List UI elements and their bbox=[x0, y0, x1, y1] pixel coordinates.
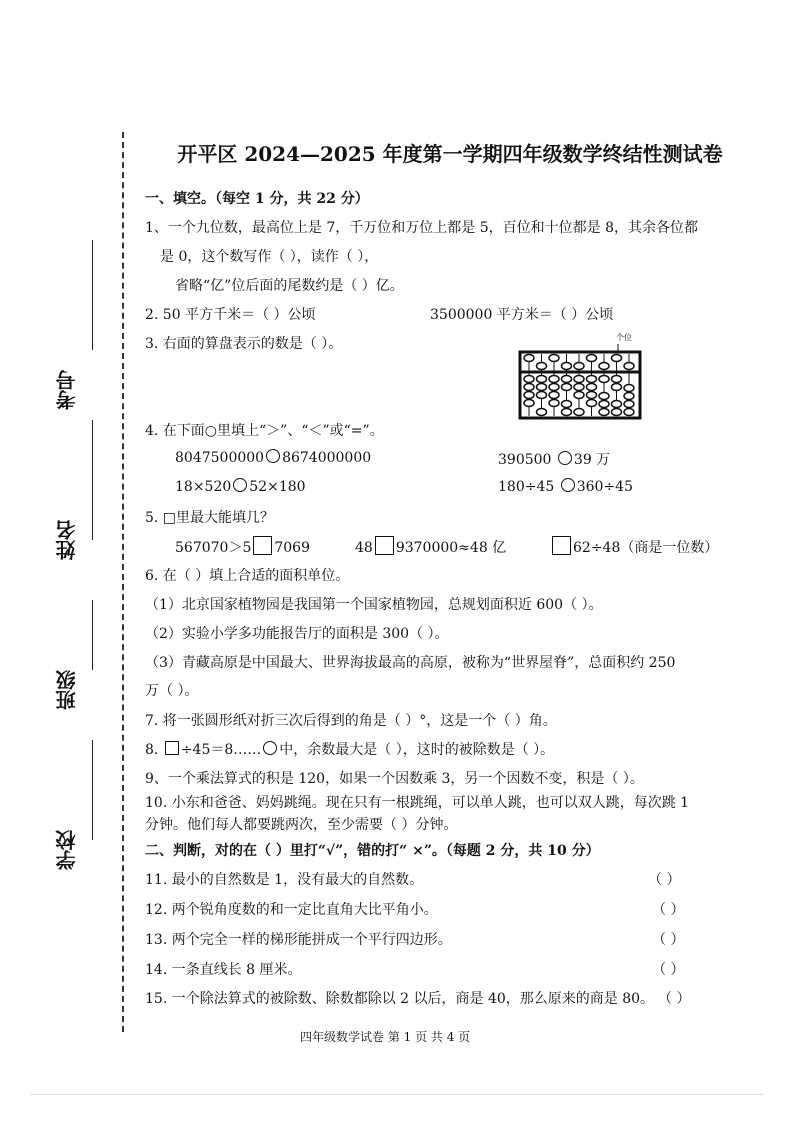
xuexiao-label: 学校 bbox=[55, 830, 79, 870]
abacus-bead bbox=[537, 376, 547, 383]
judge-paren-11[interactable]: （ ） bbox=[648, 872, 681, 888]
judge-paren-14[interactable]: （ ） bbox=[652, 962, 685, 978]
abacus-bead bbox=[562, 376, 572, 383]
abacus-bead bbox=[612, 376, 622, 383]
q10-line1: 10. 小东和爸爸、妈妈跳绳。现在只有一根跳绳，可以单人跳，也可以双人跳，每次跳 1 bbox=[145, 795, 690, 811]
judge-item-12: 12. 两个锐角度数的和一定比直角大比平角小。 bbox=[145, 902, 438, 918]
q4-b-left: 390500 bbox=[498, 452, 552, 468]
exam-title: 开平区 2024—2025 年度第一学期四年级数学终结性测试卷 bbox=[177, 142, 723, 166]
q9-text: 9、一个乘法算式的积是 120，如果一个因数乘 3，另一个因数不变，积是（ ）。 bbox=[145, 771, 644, 787]
banji-line bbox=[92, 600, 93, 670]
abacus-bead bbox=[524, 400, 534, 407]
abacus-bead bbox=[599, 401, 609, 408]
abacus-bead bbox=[524, 392, 534, 399]
abacus-bead bbox=[537, 409, 547, 416]
abacus-bead bbox=[549, 376, 559, 383]
q4-item-b bbox=[498, 449, 610, 469]
q4-d-right: 360÷45 bbox=[576, 479, 634, 495]
abacus-bead bbox=[549, 392, 559, 399]
abacus-bead bbox=[537, 384, 547, 391]
xingming-block bbox=[52, 520, 112, 600]
kaohao-line bbox=[92, 240, 93, 350]
q10-line2: 分钟。他们每人都要跳两次，至少需要（ ）分钟。 bbox=[145, 817, 458, 833]
q1-line1: 1、一个九位数，最高位上是 7，千万位和万位上都是 5，百位和十位都是 8，其余各位都 bbox=[145, 220, 698, 236]
q5-c-text: 62÷48（商是一位数） bbox=[573, 540, 719, 556]
abacus-bead bbox=[612, 384, 622, 391]
abacus-bead bbox=[624, 385, 634, 392]
q6-item3-line2: 万（ ）。 bbox=[145, 683, 199, 699]
q8-question: 中，余数最大是（ ），这时的被除数是（ ）。 bbox=[279, 742, 555, 758]
abacus-bead bbox=[599, 363, 609, 370]
abacus-rods bbox=[524, 354, 634, 416]
q8-text bbox=[145, 739, 554, 759]
abacus-bead bbox=[574, 363, 584, 370]
q5-text: 5. □里最大能填几？ bbox=[145, 510, 275, 526]
abacus-bead bbox=[524, 355, 534, 362]
abacus-bead bbox=[524, 384, 534, 391]
bottom-divider bbox=[30, 1094, 764, 1095]
q4-a-right: 8674000000 bbox=[282, 450, 372, 466]
abacus-bead bbox=[587, 400, 597, 407]
abacus-bead bbox=[549, 384, 559, 391]
abacus-bead bbox=[612, 355, 622, 362]
section1-header: 一、填空。（每空 1 分，共 22 分） bbox=[145, 191, 369, 207]
q4-c-right: 52×180 bbox=[249, 479, 306, 495]
q2-part2: 3500000 平方米＝（ ）公顷 bbox=[430, 307, 614, 323]
answer-circle[interactable] bbox=[233, 478, 247, 492]
q5-item-c bbox=[550, 536, 718, 557]
q5-item-b bbox=[355, 536, 506, 557]
abacus-bead bbox=[574, 392, 584, 399]
abacus-bead bbox=[624, 409, 634, 416]
abacus-bead bbox=[562, 409, 572, 416]
abacus-bead bbox=[537, 363, 547, 370]
abacus-bead bbox=[574, 384, 584, 391]
q4-b-right: 39 万 bbox=[573, 452, 611, 468]
q4-a-left: 8047500000 bbox=[175, 450, 265, 466]
abacus-bead bbox=[599, 393, 609, 400]
judge-item-13: 13. 两个完全一样的梯形能拼成一个平行四边形。 bbox=[145, 932, 452, 948]
answer-circle[interactable] bbox=[266, 449, 280, 463]
abacus-bead bbox=[624, 393, 634, 400]
abacus-bead bbox=[524, 376, 534, 383]
abacus-bead bbox=[574, 376, 584, 383]
ones-place-marker: 个位 bbox=[616, 333, 632, 342]
xingming-label: 姓名 bbox=[55, 520, 79, 560]
q8-expression: ÷45＝8…… bbox=[180, 742, 262, 758]
page-footer: 四年级数学试卷 第 1 页 共 4 页 bbox=[300, 1030, 471, 1044]
xuexiao-block bbox=[52, 830, 112, 890]
abacus-bead bbox=[587, 392, 597, 399]
q6-item2: （2）实验小学多功能报告厅的面积是 300（ ）。 bbox=[145, 626, 449, 642]
abacus-bead bbox=[587, 376, 597, 383]
answer-circle[interactable] bbox=[561, 478, 575, 492]
remainder-circle bbox=[263, 741, 277, 755]
q7-text: 7. 将一张圆形纸对折三次后得到的角是（ ）°，这是一个（ ）角。 bbox=[145, 713, 557, 729]
fold-line bbox=[122, 132, 124, 1032]
abacus-bead bbox=[549, 355, 559, 362]
abacus-bead bbox=[562, 401, 572, 408]
q8-number: 8. bbox=[145, 742, 163, 758]
abacus-bead bbox=[574, 409, 584, 416]
q4-text: 4. 在下面○里填上“＞”、“＜”或“=”。 bbox=[145, 423, 384, 439]
q4-c-left: 18×520 bbox=[175, 479, 232, 495]
abacus-bead bbox=[537, 392, 547, 399]
xuexiao-line bbox=[92, 740, 93, 840]
answer-box[interactable] bbox=[253, 536, 272, 555]
q1-line3: 省略“亿”位后面的尾数约是（ ）亿。 bbox=[175, 278, 404, 294]
q3-text: 3. 右面的算盘表示的数是（ ）。 bbox=[145, 336, 343, 352]
judge-paren-12[interactable]: （ ） bbox=[652, 902, 685, 918]
q4-item-a bbox=[175, 449, 371, 466]
abacus-bead bbox=[599, 409, 609, 416]
judge-item-15: 15. 一个除法算式的被除数、除数都除以 2 以后，商是 40，那么原来的商是 80。 bbox=[145, 991, 655, 1007]
q5-b-right: 9370000≈48 亿 bbox=[395, 540, 507, 556]
abacus-bead bbox=[587, 355, 597, 362]
q6-item1: （1）北京国家植物园是我国第一个国家植物园，总规划面积近 600（ ）。 bbox=[145, 597, 603, 613]
abacus-bead bbox=[612, 401, 622, 408]
q2-part1: 2. 50 平方千米＝（ ）公顷 bbox=[145, 307, 316, 323]
q1-line2: 是 0，这个数写作（ ），读作（ ）， bbox=[160, 249, 379, 265]
banji-block bbox=[52, 670, 112, 750]
q5-b-left: 48 bbox=[355, 540, 373, 556]
answer-circle[interactable] bbox=[558, 451, 572, 465]
abacus-bead bbox=[562, 363, 572, 370]
abacus-bead bbox=[612, 409, 622, 416]
judge-item-11: 11. 最小的自然数是 1，没有最大的自然数。 bbox=[145, 872, 424, 888]
abacus-bead bbox=[549, 400, 559, 407]
banji-label: 班级 bbox=[55, 670, 79, 710]
q4-item-c bbox=[175, 478, 306, 495]
dividend-box bbox=[165, 741, 179, 755]
abacus-figure bbox=[515, 330, 645, 420]
abacus-bead bbox=[624, 363, 634, 370]
kaohao-label: 考号 bbox=[55, 370, 79, 410]
answer-box[interactable] bbox=[375, 536, 394, 555]
q6-item3-line1: （3）青藏高原是中国最大、世界海拔最高的高原，被称为“世界屋脊”，总面积约 250 bbox=[145, 655, 676, 671]
q6-text: 6. 在（ ）填上合适的面积单位。 bbox=[145, 568, 350, 584]
answer-box[interactable] bbox=[552, 536, 571, 555]
q4-item-d bbox=[498, 478, 633, 495]
judge-paren-15[interactable]: （ ） bbox=[658, 991, 691, 1007]
abacus-bead bbox=[624, 401, 634, 408]
q5-a-right: 7069 bbox=[274, 540, 310, 556]
abacus-bead bbox=[562, 384, 572, 391]
abacus-bead bbox=[599, 376, 609, 383]
abacus-bead bbox=[587, 384, 597, 391]
q4-d-left: 180÷45 bbox=[498, 479, 555, 495]
q5-a-left: 567070＞5 bbox=[175, 540, 252, 556]
judge-item-14: 14. 一条直线长 8 厘米。 bbox=[145, 962, 302, 978]
judge-paren-13[interactable]: （ ） bbox=[652, 932, 685, 948]
q5-item-a bbox=[175, 536, 310, 557]
section2-header: 二、判断，对的在（ ）里打“√”，错的打“ ×”。（每题 2 分，共 10 分） bbox=[145, 843, 600, 859]
